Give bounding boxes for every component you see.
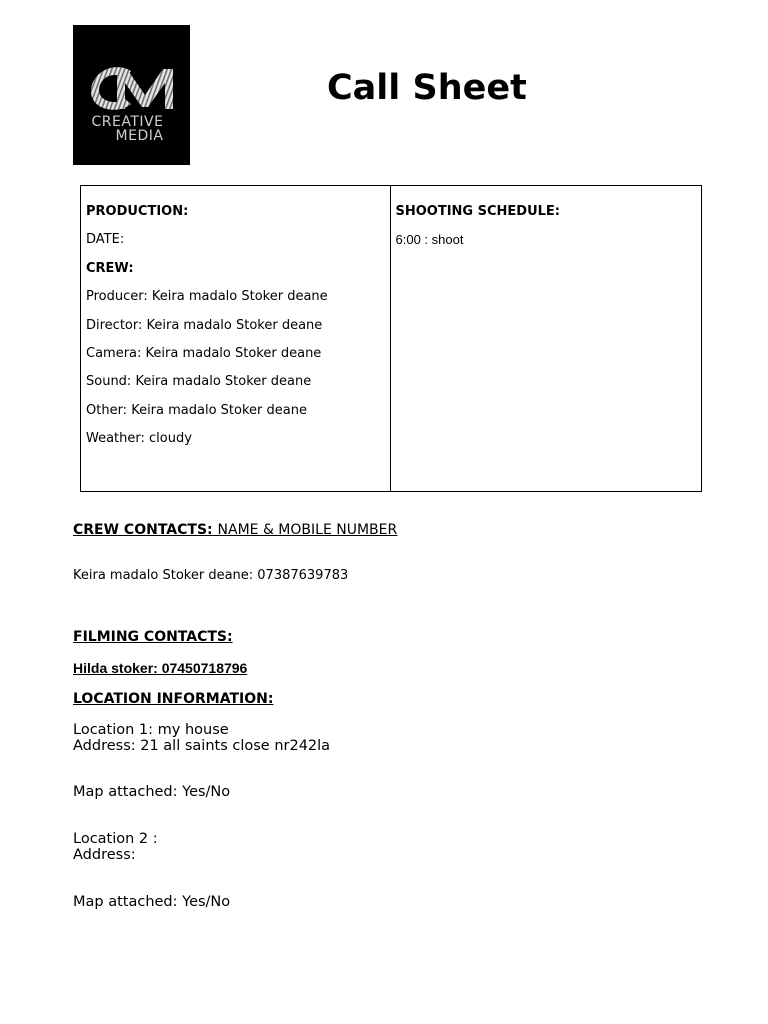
crew-director: Director: Keira madalo Stoker deane xyxy=(86,318,323,333)
location-information-heading: LOCATION INFORMATION: xyxy=(73,691,274,707)
production-label: PRODUCTION: xyxy=(86,204,189,219)
location-2-address: Address: xyxy=(73,847,136,863)
location-2-map-attached: Map attached: Yes/No xyxy=(73,894,231,910)
date-label: DATE: xyxy=(86,232,125,247)
weather-line: Weather: cloudy xyxy=(86,431,192,446)
production-info-table xyxy=(80,185,702,492)
logo-text-media: MEDIA xyxy=(115,128,164,144)
schedule-item: 6:00 : shoot xyxy=(395,232,464,247)
crew-producer: Producer: Keira madalo Stoker deane xyxy=(86,289,328,304)
crew-other: Other: Keira madalo Stoker deane xyxy=(86,403,307,418)
location-1-map-attached: Map attached: Yes/No xyxy=(73,784,231,800)
crew-contacts-title: CREW CONTACTS: xyxy=(73,522,213,538)
shooting-schedule-cell xyxy=(391,186,702,491)
page-title: Call Sheet xyxy=(327,68,527,108)
crew-contacts-subheading: NAME & MOBILE NUMBER xyxy=(217,522,398,538)
cm-logo-mark xyxy=(87,65,177,111)
creative-media-logo xyxy=(73,25,190,165)
location-2-name: Location 2 : xyxy=(73,831,158,847)
location-1-address: Address: 21 all saints close nr242la xyxy=(73,738,331,754)
crew-contact-entry: Keira madalo Stoker deane: 07387639783 xyxy=(73,568,349,583)
crew-sound: Sound: Keira madalo Stoker deane xyxy=(86,374,312,389)
filming-contacts-heading: FILMING CONTACTS: xyxy=(73,629,233,645)
filming-contact-entry: Hilda stoker: 07450718796 xyxy=(73,660,248,676)
crew-contacts-heading xyxy=(73,521,397,539)
location-1-name: Location 1: my house xyxy=(73,722,229,738)
production-cell xyxy=(81,186,391,491)
crew-label: CREW: xyxy=(86,261,134,276)
crew-camera: Camera: Keira madalo Stoker deane xyxy=(86,346,322,361)
logo-text-creative: CREATIVE xyxy=(91,114,164,130)
shooting-schedule-label: SHOOTING SCHEDULE: xyxy=(395,204,560,219)
